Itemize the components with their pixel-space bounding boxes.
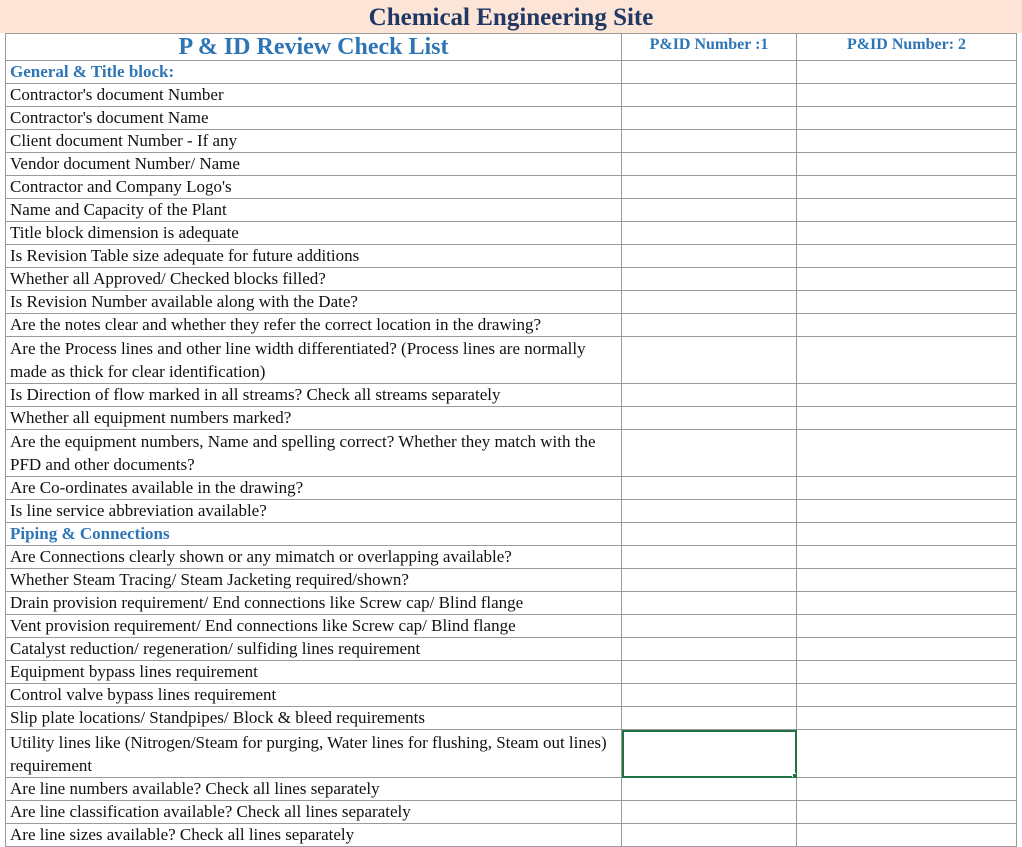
table-row — [6, 337, 1017, 384]
table-row — [6, 592, 1017, 615]
table-row — [6, 638, 1017, 661]
check-cell-pid-1[interactable] — [622, 546, 797, 569]
check-cell-pid-1[interactable] — [622, 500, 797, 523]
check-cell-pid-1[interactable] — [622, 84, 797, 107]
checklist-item[interactable]: Are Connections clearly shown or any mimatch or overlapping available? — [6, 546, 622, 569]
check-cell-pid-1[interactable] — [622, 245, 797, 268]
check-cell-pid-2[interactable] — [797, 661, 1017, 684]
checklist-item[interactable]: Name and Capacity of the Plant — [6, 199, 622, 222]
check-cell-pid-2[interactable] — [797, 107, 1017, 130]
checklist-item[interactable]: Whether Steam Tracing/ Steam Jacketing required/shown? — [6, 569, 622, 592]
table-row — [6, 314, 1017, 337]
check-cell-pid-1[interactable] — [622, 107, 797, 130]
checklist-item[interactable]: Are line sizes available? Check all lines separately — [6, 824, 622, 847]
header-row — [6, 34, 1017, 61]
section-title[interactable]: Piping & Connections — [6, 523, 622, 546]
checklist-item[interactable]: Contractor and Company Logo's — [6, 176, 622, 199]
check-cell-pid-2[interactable] — [797, 153, 1017, 176]
table-row — [6, 176, 1017, 199]
checklist-item[interactable]: Are line classification available? Check all lines separately — [6, 801, 622, 824]
check-cell-pid-2[interactable] — [797, 61, 1017, 84]
table-row — [6, 730, 1017, 778]
check-cell-pid-1[interactable] — [622, 268, 797, 291]
checklist-item[interactable]: Title block dimension is adequate — [6, 222, 622, 245]
check-cell-pid-1[interactable] — [622, 684, 797, 707]
check-cell-pid-2[interactable] — [797, 500, 1017, 523]
checklist-item[interactable]: Utility lines like (Nitrogen/Steam for purging, Water lines for flushing, Steam out lines) requirement — [6, 730, 622, 778]
table-row — [6, 245, 1017, 268]
check-cell-pid-1[interactable] — [622, 153, 797, 176]
check-cell-pid-2[interactable] — [797, 778, 1017, 801]
checklist-item[interactable]: Is Revision Table size adequate for future additions — [6, 245, 622, 268]
table-row — [6, 84, 1017, 107]
section-title[interactable]: General & Title block: — [6, 61, 622, 84]
checklist-table — [5, 33, 1017, 847]
checklist-item[interactable]: Slip plate locations/ Standpipes/ Block & bleed requirements — [6, 707, 622, 730]
check-cell-pid-1[interactable] — [622, 222, 797, 245]
check-cell-pid-1[interactable] — [622, 638, 797, 661]
check-cell-pid-2[interactable] — [797, 430, 1017, 477]
check-cell-pid-2[interactable] — [797, 176, 1017, 199]
section-header-row — [6, 61, 1017, 84]
table-row — [6, 199, 1017, 222]
checklist-item[interactable]: Is line service abbreviation available? — [6, 500, 622, 523]
checklist-item[interactable]: Is Revision Number available along with the Date? — [6, 291, 622, 314]
check-cell-pid-2[interactable] — [797, 222, 1017, 245]
check-cell-pid-1[interactable] — [622, 592, 797, 615]
checklist-item[interactable]: Are Co-ordinates available in the drawing? — [6, 477, 622, 500]
table-row — [6, 130, 1017, 153]
check-cell-pid-1[interactable] — [622, 778, 797, 801]
check-cell-pid-2[interactable] — [797, 546, 1017, 569]
check-cell-pid-2[interactable] — [797, 684, 1017, 707]
table-row — [6, 477, 1017, 500]
checklist-item[interactable]: Whether all equipment numbers marked? — [6, 407, 622, 430]
check-cell-pid-1[interactable] — [622, 176, 797, 199]
check-cell-pid-2[interactable] — [797, 569, 1017, 592]
checklist-item[interactable]: Drain provision requirement/ End connections like Screw cap/ Blind flange — [6, 592, 622, 615]
check-cell-pid-1[interactable] — [622, 337, 797, 384]
check-cell-pid-2[interactable] — [797, 84, 1017, 107]
checklist-item[interactable]: Vent provision requirement/ End connections like Screw cap/ Blind flange — [6, 615, 622, 638]
check-cell-pid-1[interactable] — [622, 523, 797, 546]
table-row — [6, 384, 1017, 407]
table-row — [6, 107, 1017, 130]
checklist-item[interactable]: Client document Number - If any — [6, 130, 622, 153]
checklist-item[interactable]: Are line numbers available? Check all lines separately — [6, 778, 622, 801]
checklist-title[interactable]: P & ID Review Check List — [6, 34, 622, 61]
check-cell-pid-1[interactable] — [622, 384, 797, 407]
table-row — [6, 569, 1017, 592]
check-cell-pid-2[interactable] — [797, 477, 1017, 500]
check-cell-pid-1[interactable] — [622, 130, 797, 153]
check-cell-pid-2[interactable] — [797, 730, 1017, 778]
check-cell-pid-1[interactable] — [622, 661, 797, 684]
table-row — [6, 824, 1017, 847]
check-cell-pid-1[interactable] — [622, 801, 797, 824]
table-row — [6, 661, 1017, 684]
selected-cell[interactable] — [622, 730, 797, 778]
check-cell-pid-2[interactable] — [797, 245, 1017, 268]
table-row — [6, 430, 1017, 477]
checklist-item[interactable]: Equipment bypass lines requirement — [6, 661, 622, 684]
check-cell-pid-2[interactable] — [797, 384, 1017, 407]
check-cell-pid-1[interactable] — [622, 707, 797, 730]
check-cell-pid-2[interactable] — [797, 801, 1017, 824]
table-row — [6, 407, 1017, 430]
checklist-item[interactable]: Are the notes clear and whether they refer the correct location in the drawing? — [6, 314, 622, 337]
check-cell-pid-1[interactable] — [622, 199, 797, 222]
check-cell-pid-2[interactable] — [797, 615, 1017, 638]
checklist-item[interactable]: Are the Process lines and other line width differentiated? (Process lines are normally made as thick for clear identification) — [6, 337, 622, 384]
check-cell-pid-2[interactable] — [797, 199, 1017, 222]
checklist-item[interactable]: Contractor's document Number — [6, 84, 622, 107]
check-cell-pid-2[interactable] — [797, 407, 1017, 430]
check-cell-pid-2[interactable] — [797, 592, 1017, 615]
checklist-item[interactable]: Is Direction of flow marked in all streams? Check all streams separately — [6, 384, 622, 407]
check-cell-pid-1[interactable] — [622, 477, 797, 500]
column-header-pid-1[interactable]: P&ID Number :1 — [622, 34, 797, 61]
checklist-item[interactable]: Contractor's document Name — [6, 107, 622, 130]
table-row — [6, 500, 1017, 523]
check-cell-pid-1[interactable] — [622, 314, 797, 337]
table-row — [6, 778, 1017, 801]
check-cell-pid-2[interactable] — [797, 523, 1017, 546]
check-cell-pid-2[interactable] — [797, 707, 1017, 730]
checklist-item[interactable]: Catalyst reduction/ regeneration/ sulfiding lines requirement — [6, 638, 622, 661]
section-header-row — [6, 523, 1017, 546]
checklist-item[interactable]: Are the equipment numbers, Name and spelling correct? Whether they match with the PFD and other documents? — [6, 430, 622, 477]
check-cell-pid-1[interactable] — [622, 61, 797, 84]
column-header-pid-2[interactable]: P&ID Number: 2 — [797, 34, 1017, 61]
check-cell-pid-2[interactable] — [797, 291, 1017, 314]
check-cell-pid-2[interactable] — [797, 824, 1017, 847]
table-row — [6, 684, 1017, 707]
check-cell-pid-1[interactable] — [622, 824, 797, 847]
check-cell-pid-2[interactable] — [797, 337, 1017, 384]
sheet-banner-title: Chemical Engineering Site — [0, 0, 1022, 33]
fill-handle[interactable] — [792, 773, 797, 778]
check-cell-pid-1[interactable] — [622, 615, 797, 638]
table-row — [6, 615, 1017, 638]
table-row — [6, 268, 1017, 291]
checklist-item[interactable]: Vendor document Number/ Name — [6, 153, 622, 176]
check-cell-pid-2[interactable] — [797, 130, 1017, 153]
table-row — [6, 153, 1017, 176]
check-cell-pid-2[interactable] — [797, 314, 1017, 337]
table-row — [6, 291, 1017, 314]
table-row — [6, 801, 1017, 824]
table-row — [6, 707, 1017, 730]
table-row — [6, 546, 1017, 569]
check-cell-pid-1[interactable] — [622, 569, 797, 592]
check-cell-pid-1[interactable] — [622, 430, 797, 477]
table-row — [6, 222, 1017, 245]
checklist-item[interactable]: Control valve bypass lines requirement — [6, 684, 622, 707]
checklist-item[interactable]: Whether all Approved/ Checked blocks filled? — [6, 268, 622, 291]
check-cell-pid-1[interactable] — [622, 407, 797, 430]
check-cell-pid-2[interactable] — [797, 638, 1017, 661]
check-cell-pid-2[interactable] — [797, 268, 1017, 291]
check-cell-pid-1[interactable] — [622, 291, 797, 314]
